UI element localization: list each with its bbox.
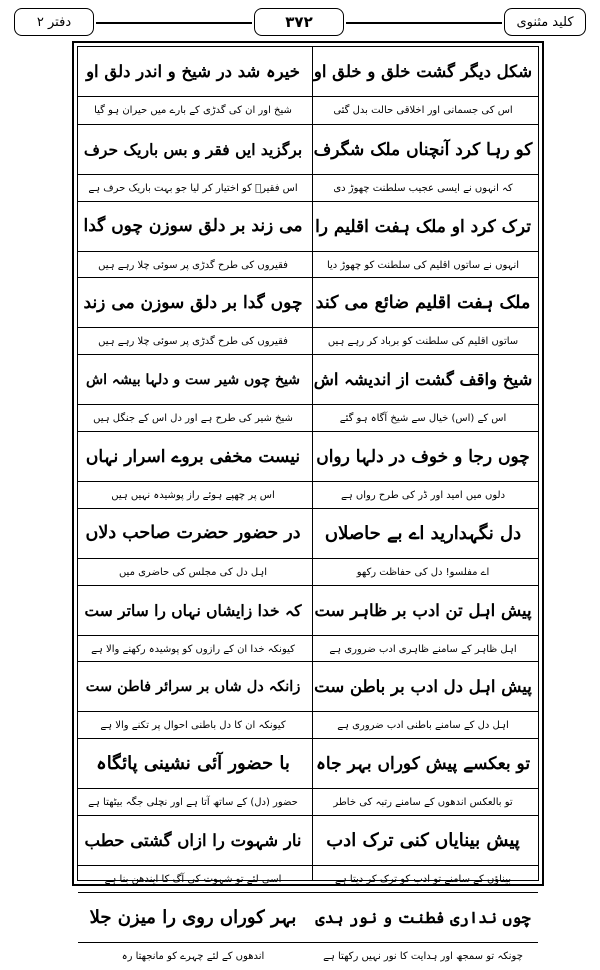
couplet	[78, 201, 538, 278]
second-translation: شیخ شیر کی طرح ہے اور دل اس کے جنگل ہیں	[93, 413, 293, 425]
verse-row	[78, 278, 538, 327]
translation-row	[78, 942, 538, 970]
second-translation: اندھوں کے لئے چہرے کو مانجھتا رہ	[121, 950, 265, 962]
first-hemistich: ترک کرد او ملک ہفت اقلیم را	[315, 216, 531, 237]
verse-row	[78, 355, 538, 404]
second-hemistich: برگزید ایں فقر و بس باریک حرف	[83, 139, 303, 159]
verse-row	[78, 662, 538, 711]
page-number-box	[254, 8, 344, 36]
volume-box	[14, 8, 94, 36]
first-hemistich: شکل دیگر گشت خلق و خلق او	[313, 62, 533, 81]
couplet	[78, 124, 538, 201]
first-translation: اس کی جسمانی اور اخلاقی حالت بدل گئی	[333, 105, 513, 116]
second-hemistich: می زند بر دلق سوزن چوں گدا	[83, 216, 303, 237]
second-translation: اسی لئے تو شہوت کی آگ کا ایندھن بنا ہے	[104, 873, 282, 885]
verse-grid	[77, 46, 539, 962]
volume-label: دفتر ۲	[36, 14, 72, 30]
second-translation: کیونکہ ان کا دل باطنی احوال پر تکنے والا ہے	[100, 720, 286, 732]
second-hemistich: نار شہوت را ازاں گشتی حطب	[84, 830, 302, 850]
page-frame	[72, 41, 544, 962]
first-translation: کہ انہوں نے ایسی عجیب سلطنت چھوڑ دی	[333, 182, 513, 194]
couplet	[78, 277, 538, 354]
header-rule	[346, 22, 502, 24]
verse-row	[78, 816, 538, 865]
verse-row	[78, 509, 538, 558]
translation-row	[78, 635, 538, 663]
translation-row	[78, 711, 538, 739]
book-title: کلید مثنوی	[516, 14, 574, 30]
verse-row	[78, 432, 538, 481]
header-rule	[96, 22, 252, 24]
first-translation: اے مفلسو! دل کی حفاظت رکھو	[356, 566, 490, 578]
second-translation: اس فقیرؔ کو اختیار کر لیا جو بہت باریک حرف ہے	[88, 182, 298, 194]
second-hemistich: زانکہ دل شاں بر سرائر فاطن ست	[85, 678, 301, 696]
first-hemistich: پیش اہل تن ادب بر ظاہر ست	[314, 600, 532, 620]
first-hemistich: شیخ واقف گشت از اندیشہ اش	[313, 370, 533, 390]
second-translation: شیخ اور ان کی گدڑی کے بارے میں حیران ہو گیا	[94, 105, 292, 116]
couplet	[78, 815, 538, 892]
second-hemistich: نیست مخفی بروے اسرار نہاں	[85, 446, 301, 467]
verse-row	[78, 47, 538, 96]
couplet	[78, 738, 538, 815]
verse-row	[78, 586, 538, 635]
page-number: ۳۷۲	[285, 13, 313, 31]
first-hemistich: تو بعکسے پیش کوراں بہر جاہ	[315, 754, 531, 775]
first-translation: تو بالعکس اندھوں کے سامنے رتبہ کی خاطر	[333, 797, 513, 809]
first-translation: بیناؤں کے سامنے تو ادب کو ترک کر دیتا ہے	[335, 873, 511, 885]
first-hemistich: چوں نداری فطنت و نور ہدی	[315, 907, 531, 927]
second-translation: فقیروں کی طرح گدڑی پر سوئی چلا رہے ہیں	[98, 336, 288, 348]
second-hemistich: خیرہ شد در شیخ و اندر دلق او	[86, 62, 300, 81]
first-hemistich: دل نگہدارید اے بے حاصلاں	[324, 522, 522, 544]
first-translation: دلوں میں امید اور ڈر کی طرح رواں ہے	[340, 489, 506, 501]
second-hemistich: کہ خدا زایشاں نہاں را ساتر ست	[84, 600, 302, 620]
first-hemistich: پیش اہل دل ادب بر باطن ست	[314, 677, 532, 697]
second-translation: حضور (دل) کے ساتھ آتا ہے اور نچلی جگہ بیٹھتا ہے	[88, 797, 298, 809]
first-translation: چونکہ تو سمجھ اور ہدایت کا نور نہیں رکھتا ہے	[323, 950, 523, 962]
couplet	[78, 508, 538, 585]
first-hemistich: پیش بینایاں کنی ترک ادب	[326, 829, 520, 851]
second-translation: اہل دل کی مجلس کی حاضری میں	[118, 566, 268, 578]
first-translation: اہل ظاہر کے سامنے ظاہری ادب ضروری ہے	[329, 643, 517, 655]
second-hemistich: با حضور آئی نشینی پائگاہ	[96, 753, 290, 775]
translation-row	[78, 251, 538, 279]
translation-row	[78, 558, 538, 586]
second-hemistich: در حضور حضرت صاحب دلاں	[85, 523, 301, 544]
page-header	[14, 8, 586, 38]
first-translation: اہل دل کے سامنے باطنی ادب ضروری ہے	[337, 720, 509, 732]
translation-row	[78, 327, 538, 355]
first-hemistich: کو رہا کرد آنچناں ملک شگرف	[313, 139, 533, 160]
verse-row	[78, 125, 538, 174]
couplet	[78, 892, 538, 969]
second-hemistich: بہر کوراں روی را میزن جلا	[89, 906, 297, 928]
verse-row	[78, 202, 538, 251]
couplet	[78, 431, 538, 508]
translation-row	[78, 865, 538, 893]
second-hemistich: چوں گدا بر دلق سوزن می زند	[83, 292, 303, 313]
translation-row	[78, 96, 538, 124]
translation-row	[78, 404, 538, 432]
couplet	[78, 585, 538, 662]
second-translation: فقیروں کی طرح گدڑی پر سوئی چلا رہے ہیں	[98, 259, 288, 271]
translation-row	[78, 481, 538, 509]
second-translation: کیونکہ خدا ان کے رازوں کو پوشیدہ رکھنے والا ہے	[91, 643, 295, 655]
couplet-list	[78, 47, 538, 962]
second-hemistich: شیخ چوں شیر ست و دلہا بیشہ اش	[86, 371, 300, 388]
translation-row	[78, 788, 538, 816]
translation-row	[78, 174, 538, 202]
first-hemistich: ملک ہفت اقلیم ضائع می کند	[315, 292, 531, 313]
verse-row	[78, 739, 538, 788]
first-hemistich: چوں رجا و خوف در دلہا رواں	[316, 446, 530, 467]
second-translation: اس پر چھپے ہوئے راز پوشیدہ نہیں ہیں	[111, 489, 275, 501]
couplet	[78, 354, 538, 431]
couplet	[78, 47, 538, 124]
verse-row	[78, 893, 538, 942]
first-translation: ساتوں اقلیم کی سلطنت کو برباد کر رہے ہیں	[327, 336, 519, 348]
first-translation: اس کے (اس) خیال سے شیخ آگاہ ہو گئے	[339, 413, 507, 425]
couplet	[78, 661, 538, 738]
book-title-box	[504, 8, 586, 36]
first-translation: انہوں نے ساتوں اقلیم کی سلطنت کو چھوڑ دیا	[326, 259, 520, 271]
